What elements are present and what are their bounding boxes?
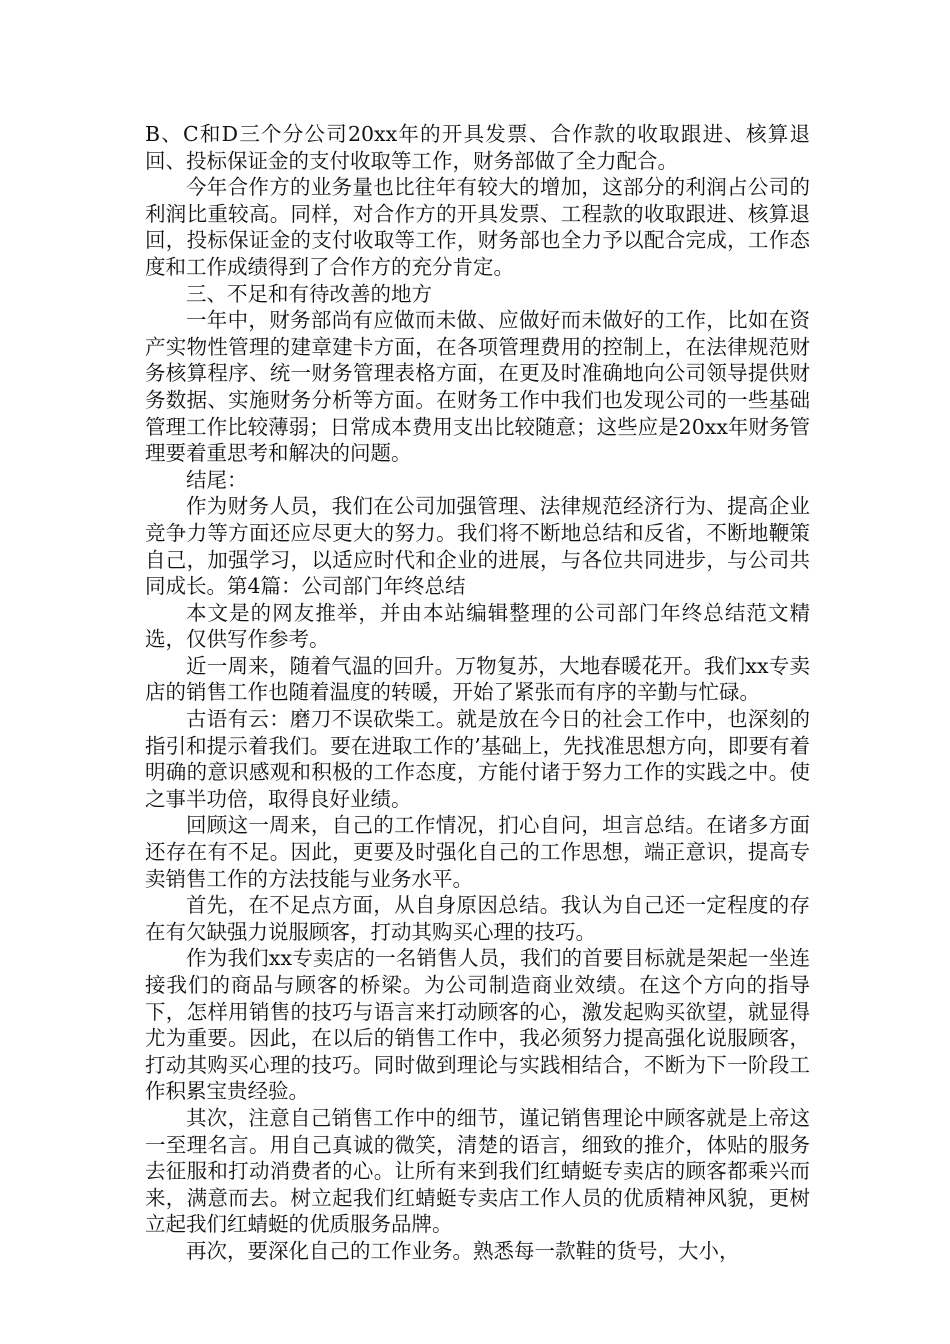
- section-heading: 三、不足和有待改善的地方: [186, 281, 432, 306]
- paragraph: 作为财务人员，我们在公司加强管理、法律规范经济行为、提高企业竞争力等方面还应尽更大的努力。我们将不断地总结和反省，不断地鞭策自己，加强学习，以适应时代和企业的进展，与各位共同进步，与公司共同成长。第4篇：公司部门年终总结: [145, 494, 810, 599]
- paragraph: B、C和D三个分公司20xx年的开具发票、合作款的收取跟进、核算退回、投标保证金的支付收取等工作，财务部做了全力配合。: [145, 122, 810, 173]
- paragraph: 其次，注意自己销售工作中的细节，谨记销售理论中顾客就是上帝这一至理名言。用自己真诚的微笑，清楚的语言，细致的推介，体贴的服务去征服和打动消费者的心。让所有来到我们红蜻蜓专卖店的顾客都乘兴而来，满意而去。树立起我们红蜻蜓专卖店工作人员的优质精神风貌，更树立起我们红蜻蜓的优质服务品牌。: [145, 1105, 810, 1237]
- paragraph: 今年合作方的业务量也比往年有较大的增加，这部分的利润占公司的利润比重较高。同样，对合作方的开具发票、工程款的收取跟进、核算退回，投标保证金的支付收取等工作，财务部也全力予以配合完成，工作态度和工作成绩得到了合作方的充分肯定。: [145, 175, 810, 279]
- paragraph: 再次，要深化自己的工作业务。熟悉每一款鞋的货号，大小，: [186, 1238, 740, 1263]
- paragraph: 古语有云：磨刀不误砍柴工。就是放在今日的社会工作中，也深刻的指引和提示着我们。要在进取工作的’基础上，先找准思想方向，即要有着明确的意识感观和积极的工作态度，方能付诸于努力工作的实践之中。使之事半功倍，取得良好业绩。: [145, 707, 810, 811]
- paragraph: 近一周来，随着气温的回升。万物复苏，大地春暖花开。我们xx专卖店的销售工作也随着温度的转暖，开始了紧张而有序的辛勤与忙碌。: [145, 653, 810, 705]
- paragraph: 作为我们xx专卖店的一名销售人员，我们的首要目标就是架起一坐连接我们的商品与顾客的桥梁。为公司制造商业效绩。在这个方向的指导下，怎样用销售的技巧与语言来打动顾客的心，激发起购买欲望，就显得尤为重要。因此，在以后的销售工作中，我必须努力提高强化说服顾客，打动其购买心理的技巧。同时做到理论与实践相结合，不断为下一阶段工作积累宝贵经验。: [145, 946, 810, 1104]
- paragraph: 本文是的网友推举，并由本站编辑整理的公司部门年终总结范文精选，仅供写作参考。: [145, 600, 810, 652]
- paragraph: 首先，在不足点方面，从自身原因总结。我认为自己还一定程度的存在有欠缺强力说服顾客，打动其购买心理的技巧。: [145, 893, 810, 944]
- section-heading: 结尾：: [186, 467, 248, 492]
- paragraph: 一年中，财务部尚有应做而未做、应做好而未做好的工作，比如在资产实物性管理的建章建卡方面，在各项管理费用的控制上，在法律规范财务核算程序、统一财务管理表格方面，在更及时准确地向公司领导提供财务数据、实施财务分析等方面。在财务工作中我们也发现公司的一些基础管理工作比较薄弱；日常成本费用支出比较随意；这些应是20xx年财务管理要着重思考和解决的问题。: [145, 308, 810, 466]
- document-body: [145, 121, 810, 1265]
- paragraph: 回顾这一周来，自己的工作情况，扪心自问，坦言总结。在诸多方面还存在有不足。因此，更要及时强化自己的工作思想，端正意识，提高专卖销售工作的方法技能与业务水平。: [145, 813, 810, 891]
